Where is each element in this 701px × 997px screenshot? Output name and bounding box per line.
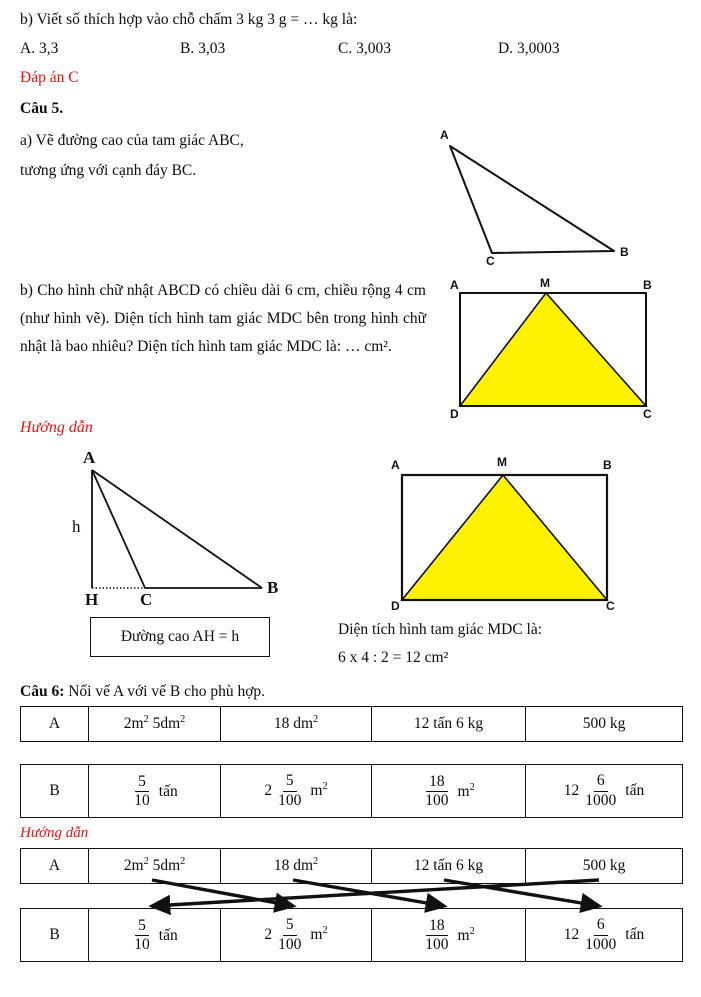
label-c: C <box>140 590 153 609</box>
cau6-table-a <box>20 706 683 742</box>
rect-abcd-top-svg <box>440 274 665 424</box>
figure-triangle-ahb <box>55 448 295 612</box>
cell-b-3[interactable]: $\frac{18}{100}$ $m^2$ <box>372 909 526 962</box>
figure-rect-abcd-top <box>440 274 665 424</box>
question-b-prompt: b) Viết số thích hợp vào chỗ chấm 3 kg 3 g = … kg là: <box>20 11 358 28</box>
label-c: C <box>486 254 495 268</box>
label-a: A <box>391 458 400 472</box>
choice-c[interactable]: C. 3,003 <box>338 40 391 57</box>
cau5-part-a-line1: a) Vẽ đường cao của tam giác ABC, <box>20 132 244 149</box>
cell-a-4[interactable]: 500 kg <box>526 707 683 742</box>
height-definition-box <box>90 617 270 657</box>
cell-a-1[interactable]: $2m^2$ $5dm^2$ <box>89 707 221 742</box>
choice-b[interactable]: B. 3,03 <box>180 40 226 57</box>
cau5-guide-label: Hướng dẫn <box>20 419 93 436</box>
cau6-answer-table-a <box>20 848 683 884</box>
row-label-a: A <box>21 849 89 884</box>
cell-b-1[interactable]: $\frac{5}{10}$ tấn <box>89 909 221 962</box>
cau6-guide-label: Hướng dẫn <box>20 825 89 841</box>
label-b: B <box>643 278 652 292</box>
cell-a-2[interactable]: 18 $dm^2$ <box>221 849 372 884</box>
label-h-vertex: H <box>85 590 99 609</box>
cell-a-3[interactable]: 12 tấn 6 kg <box>372 849 526 884</box>
choice-a[interactable]: A. 3,3 <box>20 40 59 57</box>
label-a: A <box>440 128 449 142</box>
cell-b-4[interactable]: 12 $\frac{6}{1000}$ tấn <box>526 909 683 962</box>
choice-row <box>20 40 680 64</box>
cell-a-4[interactable]: 500 kg <box>526 849 683 884</box>
figure-triangle-abc <box>420 128 650 273</box>
cau5-solution-line2: 6 x 4 : 2 = 12 cm² <box>338 649 449 666</box>
choice-d[interactable]: D. 3,0003 <box>498 40 560 57</box>
label-m: M <box>497 455 507 469</box>
rect-abcd-guide-svg <box>375 450 625 610</box>
row-label-a: A <box>21 707 89 742</box>
cau5-heading: Câu 5. <box>20 100 64 117</box>
label-c: C <box>643 407 652 421</box>
label-d: D <box>391 599 400 613</box>
cau6-heading-text: Nối vế A với vế B cho phù hợp. <box>64 683 266 700</box>
cau5-part-a-line2: tương ứng với cạnh đáy BC. <box>20 162 197 179</box>
cau6-table-b <box>20 764 683 818</box>
cell-b-2[interactable]: 2 $\frac{5}{100}$ $m^2$ <box>221 765 372 818</box>
label-m: M <box>540 276 550 290</box>
cell-b-2[interactable]: 2 $\frac{5}{100}$ $m^2$ <box>221 909 372 962</box>
cell-b-4[interactable]: 12 $\frac{6}{1000}$ tấn <box>526 765 683 818</box>
cau5-part-b: b) Cho hình chữ nhật ABCD có chiều dài 6 cm, chiều rộng 4 cm (như hình vẽ). Diện tích hình tam giác MDC bên trong hình chữ nhật là bao nhiêu? Diện tích hình tam giác MDC là: … cm². <box>20 282 426 355</box>
label-c: C <box>606 599 615 613</box>
cell-a-3[interactable]: 12 tấn 6 kg <box>372 707 526 742</box>
label-a: A <box>83 448 96 467</box>
label-b: B <box>267 578 279 597</box>
cell-b-1[interactable]: $\frac{5}{10}$ tấn <box>89 765 221 818</box>
row-label-b: B <box>21 909 89 962</box>
cau5-solution-line1: Diện tích hình tam giác MDC là: <box>338 621 543 638</box>
cell-a-2[interactable]: 18 $dm^2$ <box>221 707 372 742</box>
table-row <box>21 909 683 962</box>
label-d: D <box>450 407 459 421</box>
label-h: h <box>72 517 81 536</box>
cau6-heading <box>20 684 265 700</box>
table-row <box>21 765 683 818</box>
row-label-b: B <box>21 765 89 818</box>
answer-b: Đáp án C <box>20 69 79 86</box>
height-definition-text: Đường cao AH = h <box>120 628 240 645</box>
label-b: B <box>620 245 629 259</box>
table-row <box>21 707 683 742</box>
cell-b-3[interactable]: $\frac{18}{100}$ $m^2$ <box>372 765 526 818</box>
table-row <box>21 849 683 884</box>
figure-rect-abcd-guide <box>375 450 625 613</box>
cell-a-1[interactable]: $2m^2$ $5dm^2$ <box>89 849 221 884</box>
cau6-heading-number: Câu 6: <box>20 683 65 700</box>
label-a: A <box>450 278 459 292</box>
label-b: B <box>603 458 612 472</box>
triangle-abc-svg <box>420 128 650 273</box>
cau6-answer-table-b <box>20 908 683 962</box>
triangle-ahb-svg <box>55 452 295 612</box>
